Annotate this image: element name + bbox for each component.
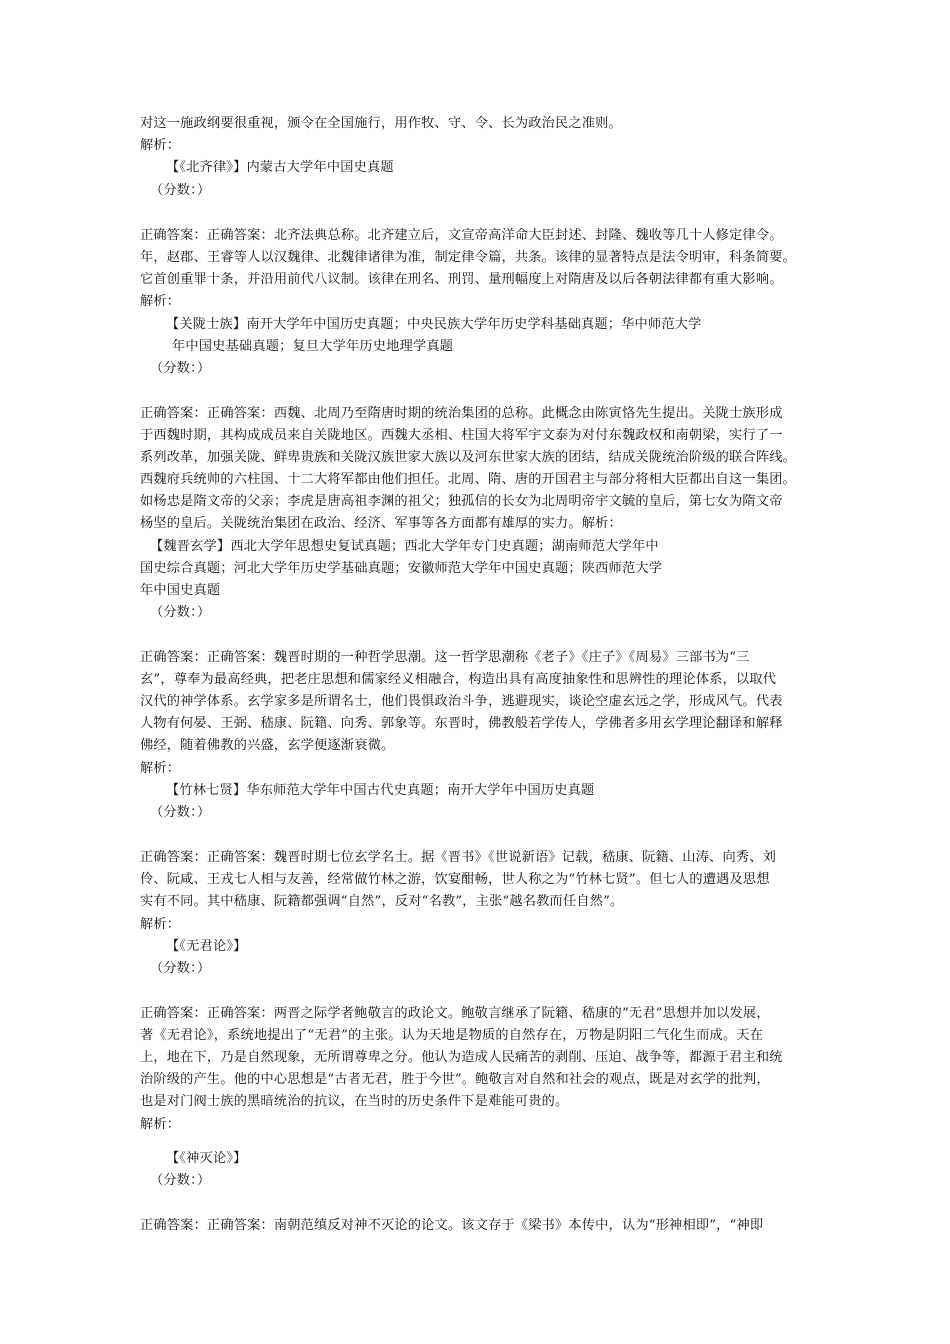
analysis-label: 解析： [140, 138, 181, 153]
analysis-label: 解析： [140, 294, 181, 309]
score-label: （分数：） [150, 183, 211, 198]
answer-line: 如杨忠是隋文帝的父亲；李虎是唐高祖李渊的祖父；独孤信的长女为北周明帝宇文毓的皇后，第七女为隋文帝 [140, 494, 783, 509]
analysis-label: 解析： [140, 1117, 181, 1132]
score-label: （分数：） [150, 605, 211, 620]
answer-line: 正确答案：正确答案：北齐法典总称。北齐建立后，文宣帝高洋命大臣封述、封隆、魏收等几十人修定律令。 [140, 228, 783, 243]
answer-line: 正确答案：正确答案：魏晋时期的一种哲学思潮。这一哲学思潮称《老子》《庄子》《周易》三部书为“三 [140, 650, 750, 665]
answer-line: 佛经，随着佛教的兴盛，玄学便逐渐衰微。 [140, 738, 395, 753]
answer-line: 正确答案：正确答案：西魏、北周乃至隋唐时期的统治集团的总称。此概念由陈寅恪先生提出。关陇士族形成 [140, 406, 783, 421]
score-label: （分数：） [150, 1173, 211, 1188]
question-title: 【《北齐律》】内蒙古大学年中国史真题 [166, 160, 394, 175]
answer-line: 人物有何晏、王弼、嵇康、阮籍、向秀、郭象等。东晋时，佛教般若学传人，学佛者多用玄学理论翻译和解释 [140, 716, 783, 731]
score-label: （分数：） [150, 361, 211, 376]
score-label: （分数：） [150, 805, 211, 820]
question-title: 【《无君论》】 [166, 939, 247, 954]
answer-line: 西魏府兵统帅的六柱国、十二大将军都由他们担任。北周、隋、唐的开国君主与部分将相大臣都出自这一集团。 [140, 472, 796, 487]
analysis-label: 解析： [140, 761, 181, 776]
answer-line: 实有不同。其中嵇康、阮籍都强调“自然”，反对“名教”，主张“越名教而任自然”。 [140, 894, 624, 909]
score-label: （分数：） [150, 961, 211, 976]
answer-line: 正确答案：正确答案：南朝范缜反对神不灭论的论文。该文存于《梁书》本传中，认为“形神相即”，“神即 [140, 1218, 764, 1233]
answer-line: 系列改革，加强关陇、鲜卑贵族和关陇汉族世家大族以及河东世家大族的团结，结成关陇统治阶级的联合阵线。 [140, 450, 796, 465]
question-title: 【《神灭论》】 [166, 1151, 247, 1166]
text-line: 对这一施政纲要很重视，颁令在全国施行，用作牧、守、令、长为政治民之准则。 [140, 116, 622, 131]
answer-line: 杨坚的皇后。关陇统治集团在政治、经济、军事等各方面都有雄厚的实力。解析： [140, 516, 622, 531]
question-title: 【竹林七贤】华东师范大学年中国古代史真题；南开大学年中国历史真题 [166, 783, 595, 798]
answer-line: 正确答案：正确答案：两晋之际学者鲍敬言的政论文。鲍敬言继承了阮籍、嵇康的“无君”思想并加以发展， [140, 1006, 770, 1021]
answer-line: 汉代的神学体系。玄学家多是所谓名士，他们畏惧政治斗争，逃避现实，谈论空虚玄远之学，形成风气。代表 [140, 694, 783, 709]
answer-line: 它首创重罪十条，并沿用前代八议制。该律在刑名、刑罚、量刑幅度上对隋唐及以后各朝法律都有重大影响。 [140, 272, 783, 287]
question-title-continued: 国史综合真题；河北大学年历史学基础真题；安徽师范大学年中国史真题；陕西师范大学 [140, 561, 663, 576]
question-title: 【魏晋玄学】西北大学年思想史复试真题；西北大学年专门史真题；湖南师范大学年中 [150, 539, 659, 554]
answer-line: 年，赵郡、王睿等人以汉魏律、北魏律诸律为准，制定律令篇，共条。该律的显著特点是法令明审，科条简要。 [140, 250, 796, 265]
answer-line: 著《无君论》，系统地提出了“无君”的主张。认为天地是物质的自然存在，万物是阴阳二气化生而成。天在 [140, 1028, 764, 1043]
answer-line: 于西魏时期，其构成成员来自关陇地区。西魏大丞相、柱国大将军宇文泰为对付东魏政权和南朝梁，实行了一 [140, 428, 783, 443]
answer-line: 上，地在下，乃是自然现象，无所谓尊卑之分。他认为造成人民痛苦的剥削、压迫、战争等，都源于君主和统 [140, 1050, 783, 1065]
analysis-label: 解析： [140, 917, 181, 932]
question-title: 【关陇士族】南开大学年中国历史真题；中央民族大学年历史学科基础真题；华中师范大学 [166, 317, 702, 332]
answer-line: 也是对门阀士族的黑暗统治的抗议，在当时的历史条件下是难能可贵的。 [140, 1094, 569, 1109]
question-title-continued: 年中国史基础真题；复旦大学年历史地理学真题 [172, 339, 454, 354]
answer-line: 伶、阮咸、王戎七人相与友善，经常做竹林之游，饮宴酣畅，世人称之为“竹林七贤”。但七人的遭遇及思想 [140, 872, 770, 887]
answer-line: 玄”，尊奉为最高经典，把老庄思想和儒家经义相融合，构造出具有高度抽象性和思辨性的理论体系，以取代 [140, 672, 777, 687]
answer-line: 治阶级的产生。他的中心思想是“古者无君，胜于今世”。鲍敬言对自然和社会的观点，既是对玄学的批判， [140, 1072, 770, 1087]
question-title-continued: 年中国史真题 [140, 583, 221, 598]
answer-line: 正确答案：正确答案：魏晋时期七位玄学名士。据《晋书》《世说新语》记载，嵇康、阮籍、山涛、向秀、刘 [140, 850, 776, 865]
